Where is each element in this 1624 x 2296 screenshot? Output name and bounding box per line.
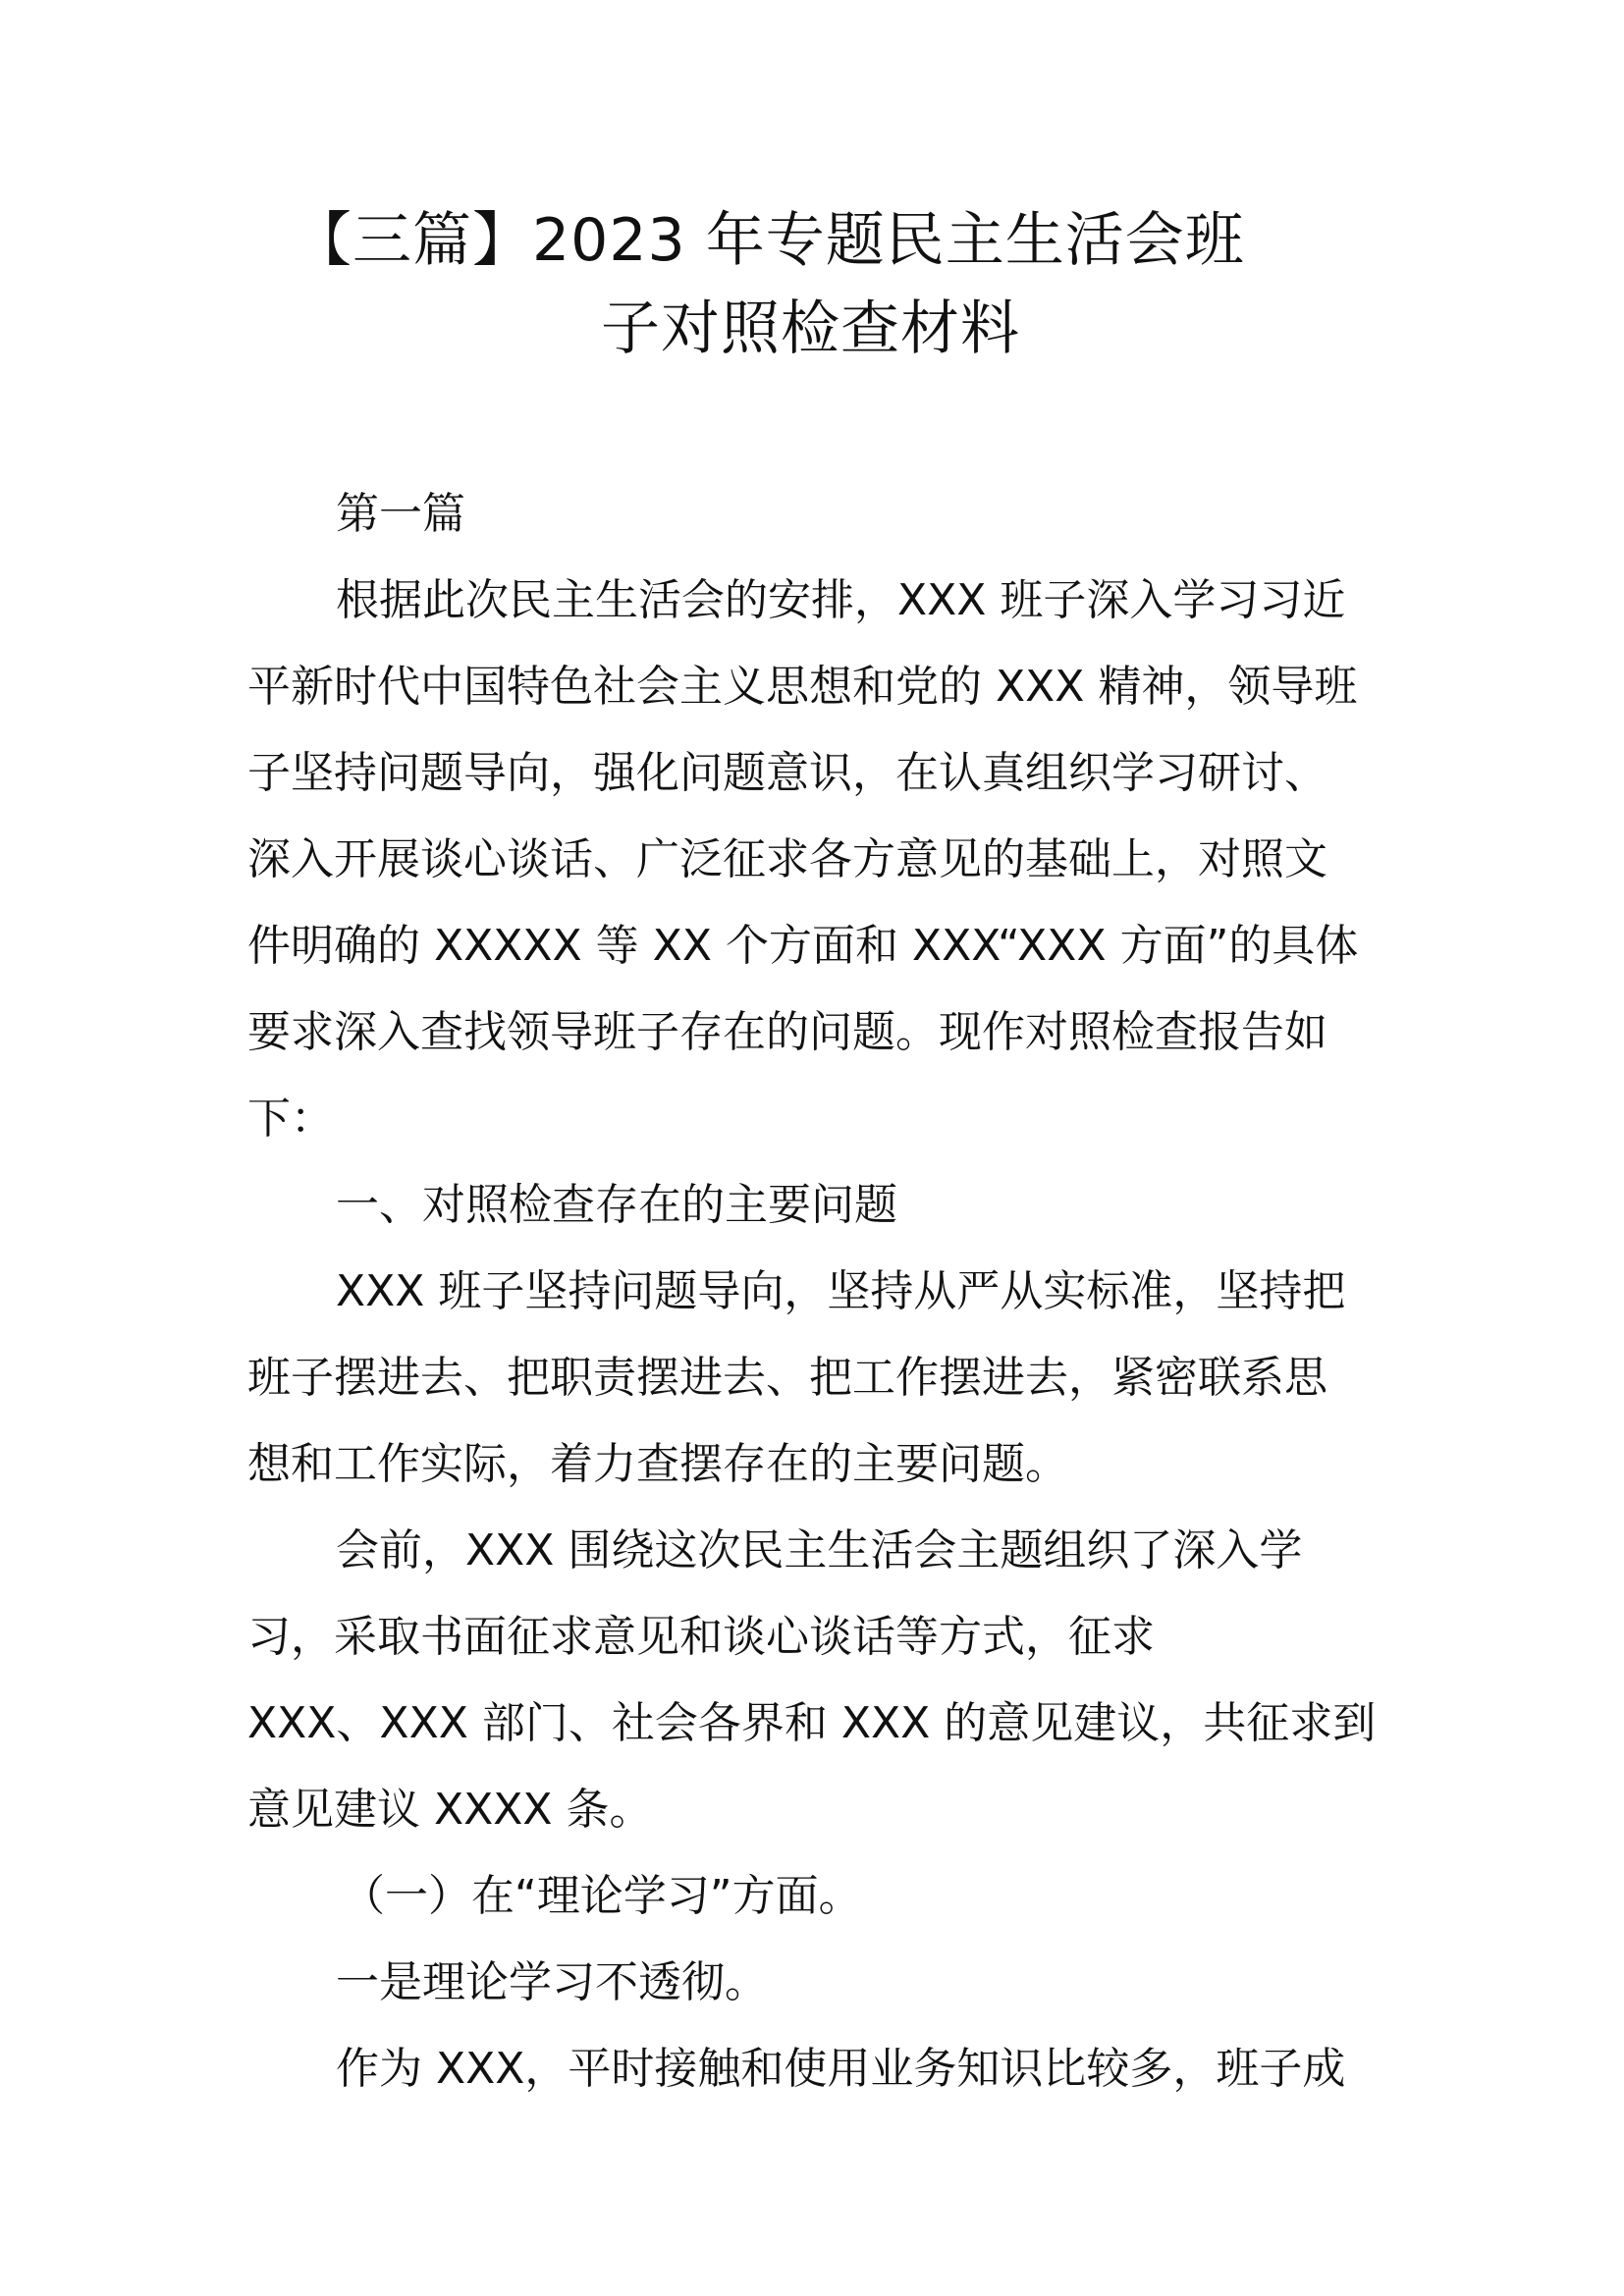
document-body	[247, 471, 1386, 2112]
paragraph-line: 想和工作实际，着力查摆存在的主要问题。	[247, 1439, 1068, 1489]
point-heading: 一是理论学习不透彻。	[336, 1957, 768, 2007]
paragraph-line: 习，采取书面征求意见和谈心谈话等方式，征求	[247, 1612, 1155, 1662]
paragraph-line: 要求深入查找领导班子存在的问题。现作对照检查报告如	[247, 1007, 1327, 1057]
paragraph-line: 子坚持问题导向，强化问题意识，在认真组织学习研讨、	[247, 748, 1327, 798]
paragraph-line: 作为 XXX，平时接触和使用业务知识比较多，班子成	[336, 2044, 1346, 2094]
paragraph-line: 班子摆进去、把职责摆进去、把工作摆进去，紧密联系思	[247, 1353, 1327, 1403]
title-line-2: 子对照检查材料	[601, 294, 1020, 363]
section-heading-main-problems: 一、对照检查存在的主要问题	[336, 1180, 897, 1230]
paragraph-line: XXX、XXX 部门、社会各界和 XXX 的意见建议，共征求到	[247, 1698, 1377, 1748]
paragraph-line: XXX 班子坚持问题导向，坚持从严从实标准，坚持把	[336, 1266, 1346, 1316]
paragraph-line: 平新时代中国特色社会主义思想和党的 XXX 精神，领导班	[247, 662, 1358, 712]
document-title	[245, 196, 1424, 373]
subsection-heading-theory-study: （一）在“理论学习”方面。	[342, 1871, 862, 1921]
title-line-1: 【三篇】2023 年专题民主生活会班	[293, 206, 1245, 275]
paragraph-line: 深入开展谈心谈话、广泛征求各方意见的基础上，对照文	[247, 834, 1327, 884]
paragraph-line: 根据此次民主生活会的安排，XXX 班子深入学习习近	[336, 575, 1346, 625]
paragraph-line: 下：	[247, 1094, 334, 1144]
paragraph-line: 件明确的 XXXXX 等 XX 个方面和 XXX“XXX 方面”的具体	[247, 921, 1359, 971]
paragraph-line: 意见建议 XXXX 条。	[247, 1785, 653, 1835]
paragraph-line: 会前，XXX 围绕这次民主生活会主题组织了深入学	[336, 1525, 1303, 1575]
section-heading-first-part: 第一篇	[336, 489, 465, 539]
